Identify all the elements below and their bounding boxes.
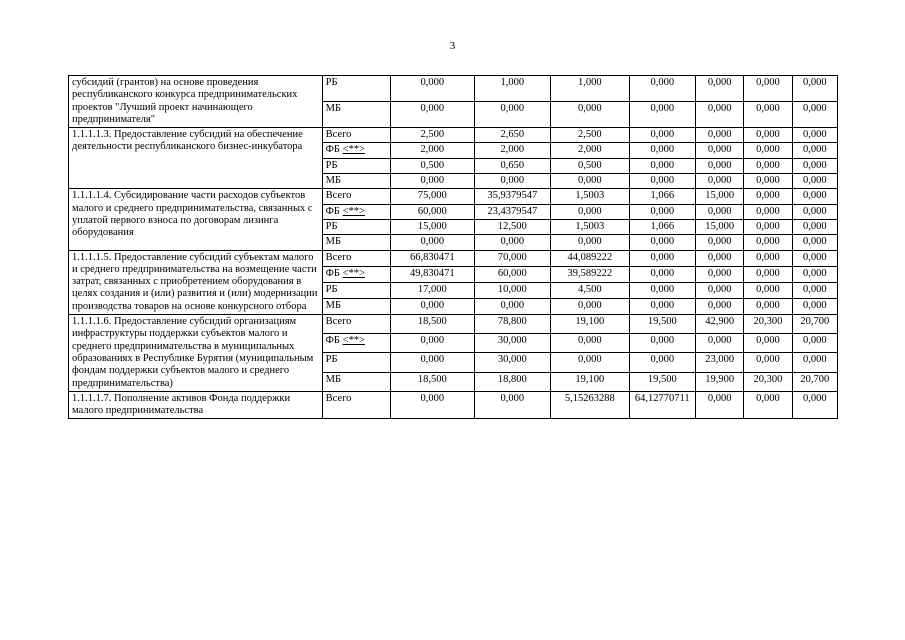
value-cell: 0,000 (629, 204, 695, 219)
value-cell: 0,000 (391, 391, 475, 419)
funding-source-label: ФБ (325, 144, 340, 156)
funding-source-label: РБ (325, 159, 338, 171)
value-cell: 0,000 (744, 204, 792, 219)
funding-source (322, 219, 390, 234)
value-cell: 1,000 (551, 76, 630, 102)
funding-source-label: ФБ (325, 335, 340, 347)
table-row (69, 250, 838, 266)
value-cell: 0,000 (391, 235, 475, 250)
funding-source (322, 353, 390, 372)
value-cell: 60,000 (391, 204, 475, 219)
value-cell: 39,589222 (551, 266, 630, 282)
value-cell: 0,000 (792, 76, 837, 102)
value-cell: 0,000 (629, 174, 695, 189)
funding-source (322, 143, 390, 158)
value-cell: 66,830471 (391, 250, 475, 266)
value-cell: 1,066 (629, 219, 695, 234)
value-cell: 2,500 (391, 128, 475, 143)
value-cell: 0,000 (744, 391, 792, 419)
value-cell: 0,000 (696, 266, 744, 282)
value-cell: 60,000 (474, 266, 550, 282)
value-cell: 23,4379547 (474, 204, 550, 219)
row-description: субсидий (грантов) на основе проведения республиканского конкурса предпринимательских проектов "Лучший проект начинающего предпринимателя" (69, 76, 323, 128)
value-cell: 0,000 (792, 219, 837, 234)
value-cell: 0,000 (696, 334, 744, 353)
funding-source-label: ФБ (325, 205, 340, 217)
value-cell: 0,000 (792, 391, 837, 419)
value-cell: 19,900 (696, 372, 744, 391)
value-cell: 0,650 (474, 158, 550, 173)
footnote-reference: <**> (342, 205, 365, 217)
funding-source (322, 334, 390, 353)
value-cell: 0,000 (744, 353, 792, 372)
value-cell: 15,000 (696, 219, 744, 234)
value-cell: 35,9379547 (474, 189, 550, 204)
funding-source-label: МБ (325, 103, 342, 115)
value-cell: 19,100 (551, 315, 630, 334)
value-cell: 0,000 (744, 334, 792, 353)
value-cell: 0,500 (551, 158, 630, 173)
value-cell: 0,000 (744, 282, 792, 298)
value-cell: 0,000 (551, 102, 630, 128)
value-cell: 2,000 (474, 143, 550, 158)
value-cell: 0,000 (551, 235, 630, 250)
funding-source-label: МБ (325, 175, 342, 187)
value-cell: 0,000 (744, 266, 792, 282)
value-cell: 10,000 (474, 282, 550, 298)
funding-source (322, 315, 390, 334)
value-cell: 0,000 (792, 235, 837, 250)
value-cell: 19,500 (629, 372, 695, 391)
funding-source (322, 282, 390, 298)
row-description: 1.1.1.1.7. Пополнение активов Фонда поддержки малого предпринимательства (69, 391, 323, 419)
footnote-reference: <**> (342, 267, 365, 279)
value-cell: 0,000 (551, 353, 630, 372)
value-cell: 1,066 (629, 189, 695, 204)
funding-source-label: МБ (325, 236, 342, 248)
value-cell: 15,000 (696, 189, 744, 204)
value-cell: 0,000 (629, 102, 695, 128)
value-cell: 0,000 (792, 334, 837, 353)
value-cell: 0,000 (696, 76, 744, 102)
value-cell: 0,000 (696, 128, 744, 143)
value-cell: 42,900 (696, 315, 744, 334)
funding-source-label: Всего (325, 251, 352, 263)
footnote-reference: <**> (342, 335, 365, 347)
value-cell: 0,000 (744, 189, 792, 204)
funding-source (322, 102, 390, 128)
value-cell: 78,800 (474, 315, 550, 334)
row-description: 1.1.1.1.4. Субсидирование части расходов субъектов малого и среднего предпринимательства, связанных с уплатой первого взноса по договорам лизинга оборудования (69, 189, 323, 250)
value-cell: 19,100 (551, 372, 630, 391)
value-cell: 2,000 (391, 143, 475, 158)
value-cell: 4,500 (551, 282, 630, 298)
value-cell: 23,000 (696, 353, 744, 372)
value-cell: 0,000 (744, 235, 792, 250)
value-cell: 0,000 (744, 102, 792, 128)
funding-source-label: МБ (325, 373, 342, 385)
value-cell: 0,000 (696, 158, 744, 173)
funding-source-label: ФБ (325, 267, 340, 279)
funding-source (322, 266, 390, 282)
funding-source-label: Всего (325, 190, 352, 202)
value-cell: 18,500 (391, 315, 475, 334)
value-cell: 70,000 (474, 250, 550, 266)
value-cell: 0,000 (629, 282, 695, 298)
value-cell: 0,000 (629, 298, 695, 314)
value-cell: 0,000 (391, 174, 475, 189)
value-cell: 15,000 (391, 219, 475, 234)
funding-source (322, 189, 390, 204)
value-cell: 0,000 (792, 174, 837, 189)
value-cell: 0,000 (744, 298, 792, 314)
value-cell: 20,300 (744, 315, 792, 334)
table-row (69, 76, 838, 102)
value-cell: 64,12770711 (629, 391, 695, 419)
value-cell: 0,000 (629, 250, 695, 266)
table-row (69, 391, 838, 419)
value-cell: 20,700 (792, 372, 837, 391)
funding-source (322, 174, 390, 189)
value-cell: 0,000 (696, 298, 744, 314)
value-cell: 0,000 (629, 334, 695, 353)
value-cell: 0,000 (696, 250, 744, 266)
value-cell: 0,000 (744, 143, 792, 158)
value-cell: 5,15263288 (551, 391, 630, 419)
value-cell: 0,000 (551, 204, 630, 219)
value-cell: 0,500 (391, 158, 475, 173)
value-cell: 30,000 (474, 353, 550, 372)
funding-source-label: Всего (325, 392, 352, 404)
value-cell: 0,000 (792, 189, 837, 204)
value-cell: 0,000 (792, 102, 837, 128)
funding-source (322, 204, 390, 219)
value-cell: 0,000 (792, 158, 837, 173)
value-cell: 0,000 (744, 174, 792, 189)
value-cell: 1,5003 (551, 189, 630, 204)
value-cell: 0,000 (474, 235, 550, 250)
table-row (69, 128, 838, 143)
value-cell: 49,830471 (391, 266, 475, 282)
value-cell: 0,000 (696, 204, 744, 219)
funding-source-label: Всего (325, 316, 352, 328)
value-cell: 2,650 (474, 128, 550, 143)
row-description: 1.1.1.1.5. Предоставление субсидий субъектам малого и среднего предпринимательства на возмещение части затрат, связанных с приобретением оборудования в целях создания и (или) развития и (или) модернизации производства товаров на основе конкурсного отбора (69, 250, 323, 314)
value-cell: 0,000 (696, 143, 744, 158)
value-cell: 0,000 (391, 334, 475, 353)
funding-source (322, 372, 390, 391)
funding-source (322, 298, 390, 314)
value-cell: 18,500 (391, 372, 475, 391)
value-cell: 17,000 (391, 282, 475, 298)
value-cell: 0,000 (696, 282, 744, 298)
value-cell: 0,000 (696, 102, 744, 128)
value-cell: 0,000 (744, 250, 792, 266)
value-cell: 0,000 (696, 391, 744, 419)
value-cell: 0,000 (792, 143, 837, 158)
value-cell: 0,000 (744, 128, 792, 143)
value-cell: 0,000 (792, 128, 837, 143)
value-cell: 20,300 (744, 372, 792, 391)
value-cell: 0,000 (629, 158, 695, 173)
budget-table (68, 75, 838, 419)
value-cell: 0,000 (792, 250, 837, 266)
page-number: 3 (449, 40, 456, 52)
value-cell: 0,000 (629, 128, 695, 143)
value-cell: 30,000 (474, 334, 550, 353)
value-cell: 0,000 (629, 143, 695, 158)
value-cell: 0,000 (551, 298, 630, 314)
value-cell: 0,000 (792, 204, 837, 219)
value-cell: 0,000 (474, 391, 550, 419)
value-cell: 0,000 (629, 266, 695, 282)
funding-source (322, 158, 390, 173)
value-cell: 0,000 (744, 219, 792, 234)
value-cell: 0,000 (792, 266, 837, 282)
row-description: 1.1.1.1.3. Предоставление субсидий на обеспечение деятельности республиканского бизнес-инкубатора (69, 128, 323, 189)
value-cell: 0,000 (391, 298, 475, 314)
value-cell: 1,5003 (551, 219, 630, 234)
funding-source-label: МБ (325, 299, 342, 311)
value-cell: 0,000 (391, 353, 475, 372)
funding-source-label: РБ (325, 283, 338, 295)
funding-source-label: РБ (325, 77, 338, 88)
funding-source (322, 76, 390, 102)
value-cell: 19,500 (629, 315, 695, 334)
value-cell: 0,000 (696, 174, 744, 189)
value-cell: 0,000 (474, 102, 550, 128)
value-cell: 2,000 (551, 143, 630, 158)
row-description: 1.1.1.1.6. Предоставление субсидий организациям инфраструктуры поддержки субъектов малого и среднего предпринимательства в муниципальных образованиях в Республике Бурятия (муниципальным фондам поддержки субъектов малого и среднего предпринимательства) (69, 315, 323, 392)
footnote-reference: <**> (342, 144, 365, 156)
value-cell: 0,000 (792, 353, 837, 372)
funding-source-label: Всего (325, 129, 352, 141)
value-cell: 1,000 (474, 76, 550, 102)
funding-source (322, 128, 390, 143)
value-cell: 0,000 (629, 353, 695, 372)
funding-source (322, 235, 390, 250)
funding-source (322, 391, 390, 419)
value-cell: 0,000 (744, 76, 792, 102)
value-cell: 0,000 (391, 76, 475, 102)
value-cell: 2,500 (551, 128, 630, 143)
value-cell: 20,700 (792, 315, 837, 334)
value-cell: 0,000 (391, 102, 475, 128)
table-row (69, 189, 838, 204)
value-cell: 12,500 (474, 219, 550, 234)
funding-source-label: РБ (325, 354, 338, 366)
value-cell: 44,089222 (551, 250, 630, 266)
value-cell: 0,000 (629, 235, 695, 250)
value-cell: 0,000 (551, 174, 630, 189)
funding-source-label: РБ (325, 220, 338, 232)
table-row (69, 315, 838, 334)
value-cell: 0,000 (744, 158, 792, 173)
value-cell: 0,000 (792, 298, 837, 314)
value-cell: 0,000 (551, 334, 630, 353)
value-cell: 18,800 (474, 372, 550, 391)
value-cell: 0,000 (792, 282, 837, 298)
value-cell: 0,000 (474, 298, 550, 314)
value-cell: 75,000 (391, 189, 475, 204)
funding-source (322, 250, 390, 266)
value-cell: 0,000 (474, 174, 550, 189)
value-cell: 0,000 (696, 235, 744, 250)
value-cell: 0,000 (629, 76, 695, 102)
